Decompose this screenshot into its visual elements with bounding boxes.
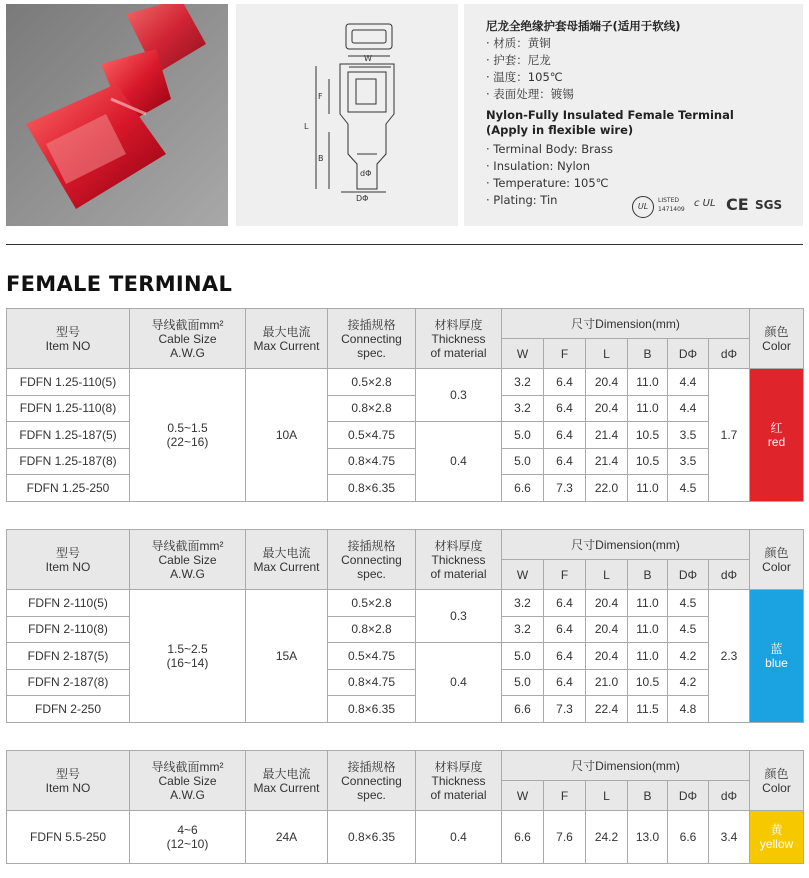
dim-l: 21.4	[586, 448, 628, 475]
dim-w: 6.6	[502, 696, 544, 723]
item-no: FDFN 1.25-187(5)	[7, 422, 130, 449]
item-no: FDFN 1.25-110(5)	[7, 369, 130, 396]
dim-b: 11.0	[628, 369, 668, 396]
item-no: FDFN 1.25-187(8)	[7, 448, 130, 475]
dim-f: 7.3	[544, 696, 586, 723]
dim-b: 10.5	[628, 669, 668, 696]
thickness: 0.3	[416, 590, 502, 643]
dim-big-d: 3.5	[668, 448, 709, 475]
spec-line-en: · Terminal Body: Brass	[486, 142, 613, 156]
header-w: W	[502, 560, 544, 590]
dim-big-d: 4.5	[668, 590, 709, 617]
dim-w: 3.2	[502, 590, 544, 617]
dim-small-d: 2.3	[709, 590, 750, 723]
header-cable: 导线截面mm² Cable Size A.W.G	[130, 751, 246, 811]
header-item: 型号 Item NO	[7, 751, 130, 811]
color-swatch: 蓝 blue	[750, 590, 804, 723]
header-current: 最大电流 Max Current	[246, 309, 328, 369]
connecting-spec: 0.5×4.75	[328, 643, 416, 670]
dim-big-d: 4.4	[668, 369, 709, 396]
thickness: 0.3	[416, 369, 502, 422]
max-current: 10A	[246, 369, 328, 502]
dim-big-d: 6.6	[668, 811, 709, 864]
section-title: FEMALE TERMINAL	[6, 272, 233, 296]
listed-label: LISTED	[658, 197, 679, 204]
dim-l: 20.4	[586, 369, 628, 396]
technical-drawing	[236, 4, 458, 226]
header-spec: 接插规格 Connecting spec.	[328, 751, 416, 811]
spec-line-cn: · 护套：尼龙	[486, 53, 551, 67]
connecting-spec: 0.8×4.75	[328, 669, 416, 696]
header-w: W	[502, 339, 544, 369]
dim-l: 20.4	[586, 395, 628, 422]
spec-title-cn: 尼龙全绝缘护套母插端子(适用于软线)	[486, 19, 681, 33]
max-current: 24A	[246, 811, 328, 864]
dim-l: 20.4	[586, 616, 628, 643]
item-no: FDFN 2-110(5)	[7, 590, 130, 617]
header-w: W	[502, 781, 544, 811]
header-small-d: dΦ	[709, 560, 750, 590]
dim-b: 11.0	[628, 475, 668, 502]
dim-f: 7.3	[544, 475, 586, 502]
item-no: FDFN 1.25-110(8)	[7, 395, 130, 422]
header-l: L	[586, 781, 628, 811]
header-small-d: dΦ	[709, 781, 750, 811]
dim-w: 3.2	[502, 369, 544, 396]
connecting-spec: 0.8×4.75	[328, 448, 416, 475]
dim-big-d: 4.5	[668, 616, 709, 643]
terminal-table	[6, 750, 804, 864]
dim-w: 5.0	[502, 448, 544, 475]
cable-size: 1.5~2.5 (16~14)	[130, 590, 246, 723]
drawing-label-b: B	[318, 154, 324, 163]
connecting-spec: 0.8×2.8	[328, 395, 416, 422]
thickness: 0.4	[416, 811, 502, 864]
dim-w: 5.0	[502, 669, 544, 696]
dim-f: 6.4	[544, 448, 586, 475]
dim-f: 6.4	[544, 669, 586, 696]
connecting-spec: 0.8×6.35	[328, 696, 416, 723]
header-l: L	[586, 560, 628, 590]
dim-w: 3.2	[502, 616, 544, 643]
dim-big-d: 4.4	[668, 395, 709, 422]
max-current: 15A	[246, 590, 328, 723]
dim-l: 20.4	[586, 590, 628, 617]
dim-big-d: 4.2	[668, 643, 709, 670]
item-no: FDFN 2-187(8)	[7, 669, 130, 696]
header-spec: 接插规格 Connecting spec.	[328, 309, 416, 369]
connecting-spec: 0.8×6.35	[328, 811, 416, 864]
header-color: 颜色 Color	[750, 309, 804, 369]
drawing-label-l: L	[304, 122, 309, 131]
thickness: 0.4	[416, 422, 502, 502]
header-thickness: 材料厚度 Thickness of material	[416, 530, 502, 590]
header-cable: 导线截面mm² Cable Size A.W.G	[130, 309, 246, 369]
dim-big-d: 3.5	[668, 422, 709, 449]
dim-l: 21.4	[586, 422, 628, 449]
header-thickness: 材料厚度 Thickness of material	[416, 309, 502, 369]
dim-b: 10.5	[628, 422, 668, 449]
dim-l: 22.0	[586, 475, 628, 502]
dim-b: 10.5	[628, 448, 668, 475]
header-b: B	[628, 339, 668, 369]
color-swatch: 红 red	[750, 369, 804, 502]
dim-w: 3.2	[502, 395, 544, 422]
dim-small-d: 3.4	[709, 811, 750, 864]
drawing-label-small-d: dΦ	[360, 169, 372, 178]
ce-logo: CE	[726, 195, 749, 214]
thickness: 0.4	[416, 643, 502, 723]
connecting-spec: 0.5×2.8	[328, 590, 416, 617]
header-dimension: 尺寸Dimension(mm)	[502, 751, 750, 781]
spec-subtitle-en: (Apply in flexible wire)	[486, 123, 634, 137]
spec-line-en: · Insulation: Nylon	[486, 159, 590, 173]
spec-line-en: · Temperature: 105℃	[486, 176, 609, 190]
terminal-table	[6, 529, 804, 723]
drawing-label-big-d: DΦ	[356, 194, 369, 203]
dim-w: 6.6	[502, 475, 544, 502]
header-current: 最大电流 Max Current	[246, 530, 328, 590]
drawing-label-w: W	[364, 54, 372, 63]
header-f: F	[544, 560, 586, 590]
dim-w: 6.6	[502, 811, 544, 864]
cul-logo: c UL	[694, 198, 716, 209]
header-l: L	[586, 339, 628, 369]
header-dimension: 尺寸Dimension(mm)	[502, 530, 750, 560]
dim-f: 6.4	[544, 395, 586, 422]
item-no: FDFN 5.5-250	[7, 811, 130, 864]
sgs-logo: SGS	[755, 198, 783, 212]
dim-b: 11.0	[628, 643, 668, 670]
connecting-spec: 0.5×2.8	[328, 369, 416, 396]
ul-logo: UL	[632, 196, 654, 218]
connecting-spec: 0.8×2.8	[328, 616, 416, 643]
terminal-table	[6, 308, 804, 502]
color-swatch: 黄 yellow	[750, 811, 804, 864]
item-no: FDFN 2-187(5)	[7, 643, 130, 670]
certification-logos	[632, 194, 800, 218]
header-current: 最大电流 Max Current	[246, 751, 328, 811]
cable-size: 4~6 (12~10)	[130, 811, 246, 864]
spec-line-en: · Plating: Tin	[486, 193, 558, 207]
item-no: FDFN 1.25-250	[7, 475, 130, 502]
dim-f: 7.6	[544, 811, 586, 864]
dim-f: 6.4	[544, 369, 586, 396]
dim-f: 6.4	[544, 590, 586, 617]
header-item: 型号 Item NO	[7, 530, 130, 590]
dim-big-d: 4.5	[668, 475, 709, 502]
drawing-label-f: F	[318, 92, 323, 101]
dim-big-d: 4.8	[668, 696, 709, 723]
dim-b: 11.0	[628, 616, 668, 643]
product-photo	[6, 4, 228, 226]
header-spec: 接插规格 Connecting spec.	[328, 530, 416, 590]
header-f: F	[544, 781, 586, 811]
spec-line-cn: · 表面处理：镀锡	[486, 87, 574, 101]
header-color: 颜色 Color	[750, 530, 804, 590]
header-dimension: 尺寸Dimension(mm)	[502, 309, 750, 339]
header-big-d: DΦ	[668, 781, 709, 811]
spec-panel	[464, 4, 803, 226]
dim-w: 5.0	[502, 422, 544, 449]
header-b: B	[628, 781, 668, 811]
header-small-d: dΦ	[709, 339, 750, 369]
dim-w: 5.0	[502, 643, 544, 670]
dim-f: 6.4	[544, 616, 586, 643]
dim-b: 11.0	[628, 395, 668, 422]
header-item: 型号 Item NO	[7, 309, 130, 369]
spec-title-en: Nylon-Fully Insulated Female Terminal	[486, 108, 734, 122]
connecting-spec: 0.8×6.35	[328, 475, 416, 502]
dim-small-d: 1.7	[709, 369, 750, 502]
dim-f: 6.4	[544, 422, 586, 449]
header-thickness: 材料厚度 Thickness of material	[416, 751, 502, 811]
spec-line-cn: · 温度：105℃	[486, 70, 563, 84]
dim-f: 6.4	[544, 643, 586, 670]
header-cable: 导线截面mm² Cable Size A.W.G	[130, 530, 246, 590]
spec-line-cn: · 材质：黄铜	[486, 36, 551, 50]
header-f: F	[544, 339, 586, 369]
dim-l: 21.0	[586, 669, 628, 696]
header-big-d: DΦ	[668, 560, 709, 590]
item-no: FDFN 2-250	[7, 696, 130, 723]
cable-size: 0.5~1.5 (22~16)	[130, 369, 246, 502]
dim-l: 20.4	[586, 643, 628, 670]
dim-l: 22.4	[586, 696, 628, 723]
dim-b: 11.5	[628, 696, 668, 723]
connecting-spec: 0.5×4.75	[328, 422, 416, 449]
dim-l: 24.2	[586, 811, 628, 864]
dim-b: 13.0	[628, 811, 668, 864]
header-color: 颜色 Color	[750, 751, 804, 811]
divider	[6, 244, 803, 245]
dim-b: 11.0	[628, 590, 668, 617]
dim-big-d: 4.2	[668, 669, 709, 696]
header-big-d: DΦ	[668, 339, 709, 369]
header-b: B	[628, 560, 668, 590]
listed-number: 1471409	[658, 206, 685, 213]
item-no: FDFN 2-110(8)	[7, 616, 130, 643]
